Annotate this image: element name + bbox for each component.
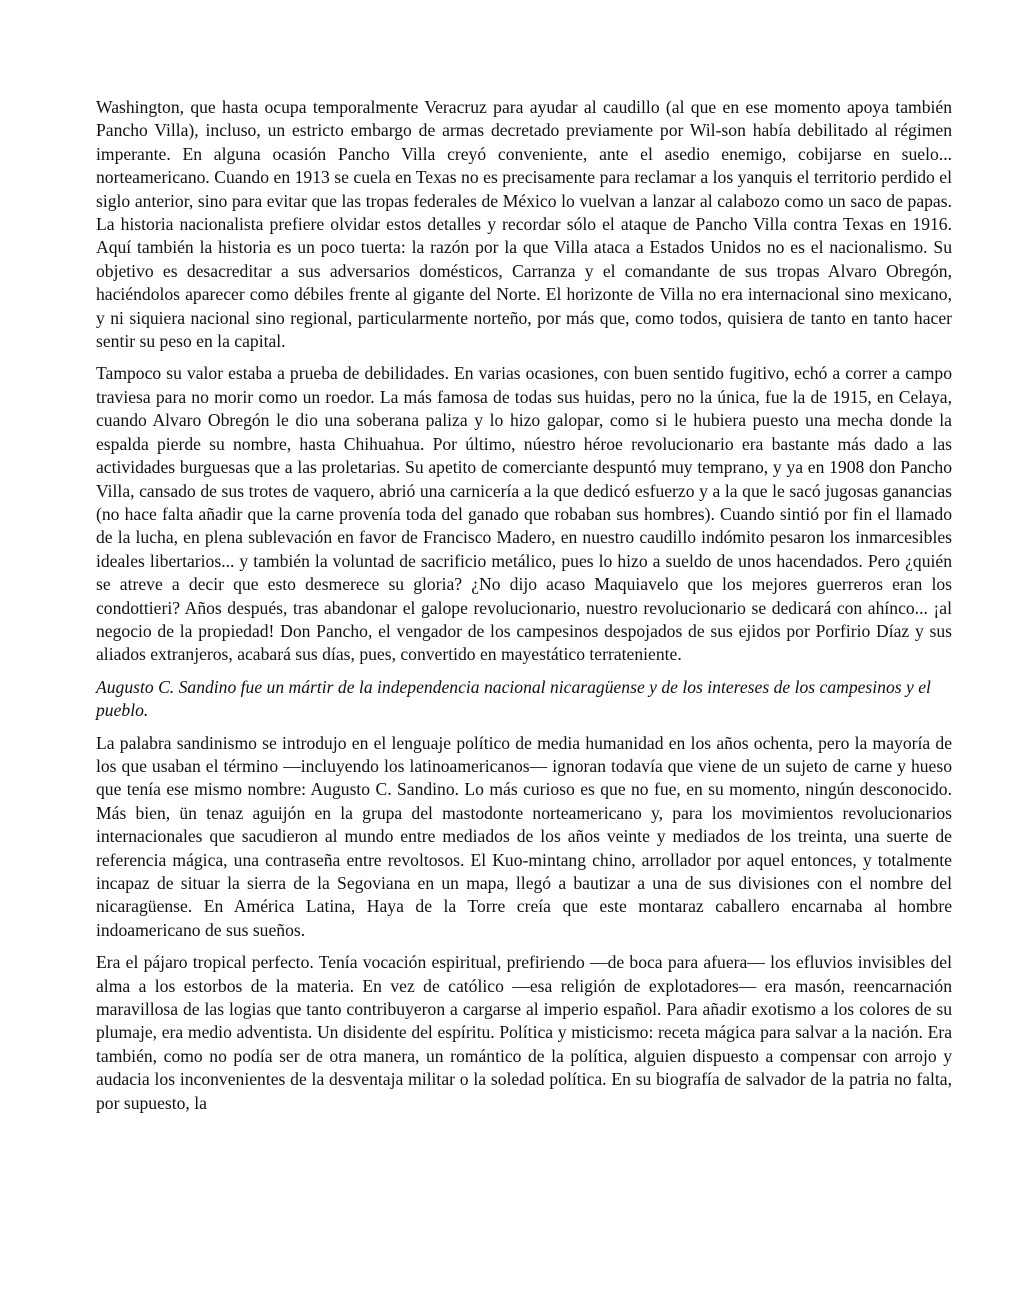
paragraph-villa-washington: Washington, que hasta ocupa temporalmente Veracruz para ayudar al caudillo (al que en ese momento apoya también Pancho Villa), incluso, un estricto embargo de armas decretado previamente por Wil-son había debilitado al régimen imperante. En alguna ocasión Pancho Villa creyó conveniente, ante el asedio enemigo, cobijarse en suelo... norteamericano. Cuando en 1913 se cuela en Texas no es precisamente para reclamar a los yanquis el territorio perdido el siglo anterior, sino para evitar que las tropas federales de México lo vuelvan a lanzar al calabozo como un saco de papas. La historia nacionalista prefiere olvidar estos detalles y recordar sólo el ataque de Pancho Villa contra Texas en 1916. Aquí también la historia es un poco tuerta: la razón por la que Villa ataca a Estados Unidos no es el nacionalismo. Su objetivo es desacreditar a sus adversarios domésticos, Carranza y el comandante de sus tropas Alvaro Obregón, haciéndolos aparecer como débiles frente al gigante del Norte. El horizonte de Villa no era internacional sino mexicano, y ni siquiera nacional sino regional, particularmente norteño, por más que, como todos, quisiera de tanto en tanto hacer sentir su peso en la capital. bbox=[96, 97, 952, 352]
document-page bbox=[96, 96, 952, 1124]
paragraph-villa-valor: Tampoco su valor estaba a prueba de debilidades. En varias ocasiones, con buen sentido fugitivo, echó a correr a campo traviesa para no morir como un roedor. La más famosa de todas sus huidas, pero no la única, fue la de 1915, en Celaya, cuando Alvaro Obregón le dio una soberana paliza y lo hizo galopar, como si le hubiera puesto una mecha donde la espalda pierde su nombre, hasta Chihuahua. Por último, núestro héroe revolucionario era bastante más dado a las actividades burguesas que a las proletarias. Su apetito de comerciante despuntó muy temprano, y ya en 1908 don Pancho Villa, cansado de sus trotes de vaquero, abrió una carnicería a la que dedicó esfuerzo y a la que le sacó jugosas ganancias (no hace falta añadir que la carne provenía toda del ganado que robaban sus hombres). Cuando sintió por fin el llamado de la lucha, en plena sublevación en favor de Francisco Madero, en nuestro caudillo indómito pesaron los inmarcesibles ideales libertarios... y también la voluntad de sacrificio metálico, pues lo hizo a sueldo de unos hacendados. Pero ¿quién se atreve a decir que esto desmerece su gloria? ¿No dijo acaso Maquiavelo que los mejores guerreros eran los condottieri? Años después, tras abandonar el galope revolucionario, nuestro revolucionario se dedicará con ahínco... ¡al negocio de la propiedad! Don Pancho, el vengador de los campesinos despojados de sus ejidos por Porfirio Díaz y sus aliados extranjeros, acabará sus días, pues, convertido en mayestático terrateniente. bbox=[96, 363, 952, 665]
section-heading-sandino: Augusto C. Sandino fue un mártir de la independencia nacional nicaragüense y de los intereses de los campesinos y el pueblo. bbox=[96, 676, 931, 721]
paragraph-sandinismo: La palabra sandinismo se introdujo en el lenguaje político de media humanidad en los años ochenta, pero la mayoría de los que usaban el término —incluyendo los latinoamericanos— ignoran todavía que viene de un sujeto de carne y hueso que tenía ese mismo nombre: Augusto C. Sandino. Lo más curioso es que no fue, en su momento, ningún desconocido. Más bien, ün tenaz aguijón en la grupa del mastodonte norteamericano y, para los movimientos revolucionarios internacionales que sacudieron al mundo entre mediados de los años veinte y mediados de los treinta, una suerte de referencia mágica, una contraseña entre revoltosos. El Kuo-mintang chino, arrollador por aquel entonces, y totalmente incapaz de situar la sierra de la Segoviana en un mapa, llegó a bautizar a una de sus divisiones con el nombre del nicaragüense. En América Latina, Haya de la Torre creía que este montaraz caballero encarnaba al hombre indoamericano de sus sueños. bbox=[96, 732, 952, 940]
paragraph-pajaro-tropical: Era el pájaro tropical perfecto. Tenía vocación espiritual, prefiriendo —de boca para afuera— los efluvios invisibles del alma a los estorbos de la materia. En vez de católico —esa religión de explotadores— era masón, reencarnación maravillosa de las logias que tanto contribuyeron a cargarse al imperio español. Para añadir exotismo a los colores de su plumaje, era medio adventista. Un disidente del espíritu. Política y misticismo: receta mágica para salvar a la nación. Era también, como no podía ser de otra manera, un romántico de la política, alguien dispuesto a compensar con arrojo y audacia los inconvenientes de la desventaja militar o la soledad política. En su biografía de salvador de la patria no falta, por supuesto, la bbox=[96, 952, 952, 1113]
